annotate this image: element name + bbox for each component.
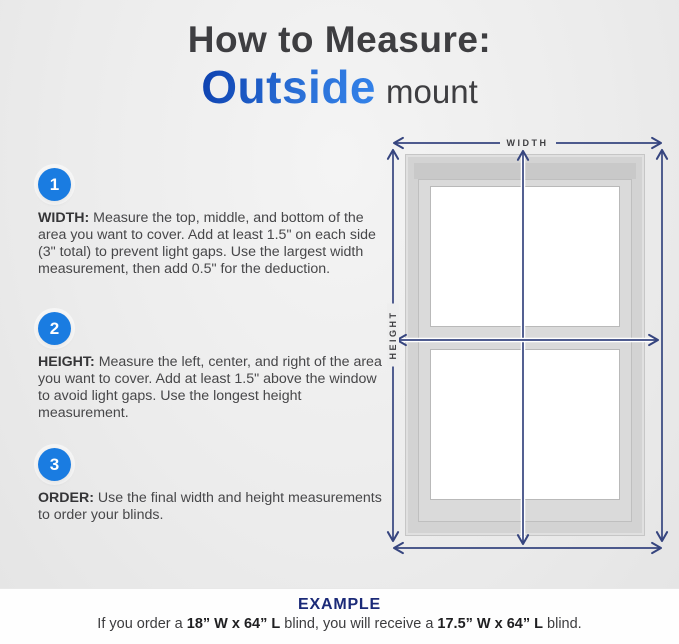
example-prefix: If you order a bbox=[97, 616, 187, 632]
window-pane-lower bbox=[430, 349, 620, 500]
window-header-rail bbox=[414, 163, 636, 179]
window-measurement-diagram bbox=[385, 135, 670, 565]
window-frame bbox=[405, 154, 645, 536]
page-title bbox=[0, 20, 679, 112]
example-received-size: 17.5” W x 64” L bbox=[437, 616, 543, 632]
step-label: WIDTH: bbox=[38, 210, 90, 226]
step-text bbox=[38, 354, 392, 422]
example-heading: EXAMPLE bbox=[298, 596, 381, 613]
height-dimension-label: HEIGHT bbox=[387, 303, 399, 366]
step-description: Use the final width and height measurements to order your blinds. bbox=[38, 490, 382, 524]
width-dimension-label: WIDTH bbox=[500, 137, 556, 149]
step-height bbox=[38, 312, 392, 422]
step-order bbox=[38, 448, 392, 524]
example-suffix: blind. bbox=[543, 616, 582, 632]
step-description: Measure the left, center, and right of the area you want to cover. Add at least 1.5" above the window to avoid light gaps. Use the longest height measurement. bbox=[38, 354, 382, 422]
title-highlight-outside: Outside bbox=[201, 60, 377, 113]
window-pane-upper bbox=[430, 186, 620, 327]
title-line-2 bbox=[0, 62, 679, 113]
example-sentence bbox=[0, 616, 679, 632]
step-text bbox=[38, 490, 392, 524]
step-width bbox=[38, 168, 392, 278]
title-suffix-mount: mount bbox=[386, 72, 478, 110]
step-description: Measure the top, middle, and bottom of the area you want to cover. Add at least 1.5" on each side (3" total) to prevent light gaps. Use the largest width measurement, then add 0.5" for the deduction. bbox=[38, 210, 376, 278]
step-number-badge: 1 bbox=[38, 168, 71, 201]
step-label: HEIGHT: bbox=[38, 354, 95, 370]
window-inner-frame bbox=[418, 179, 632, 522]
title-line-1: How to Measure: bbox=[187, 19, 492, 60]
step-text bbox=[38, 210, 392, 278]
step-number-badge: 2 bbox=[38, 312, 71, 345]
example-ordered-size: 18” W x 64” L bbox=[186, 616, 281, 632]
step-number-badge: 3 bbox=[38, 448, 71, 481]
example-footer bbox=[0, 588, 679, 644]
step-label: ORDER: bbox=[38, 490, 94, 506]
example-middle: blind, you will receive a bbox=[280, 616, 438, 632]
